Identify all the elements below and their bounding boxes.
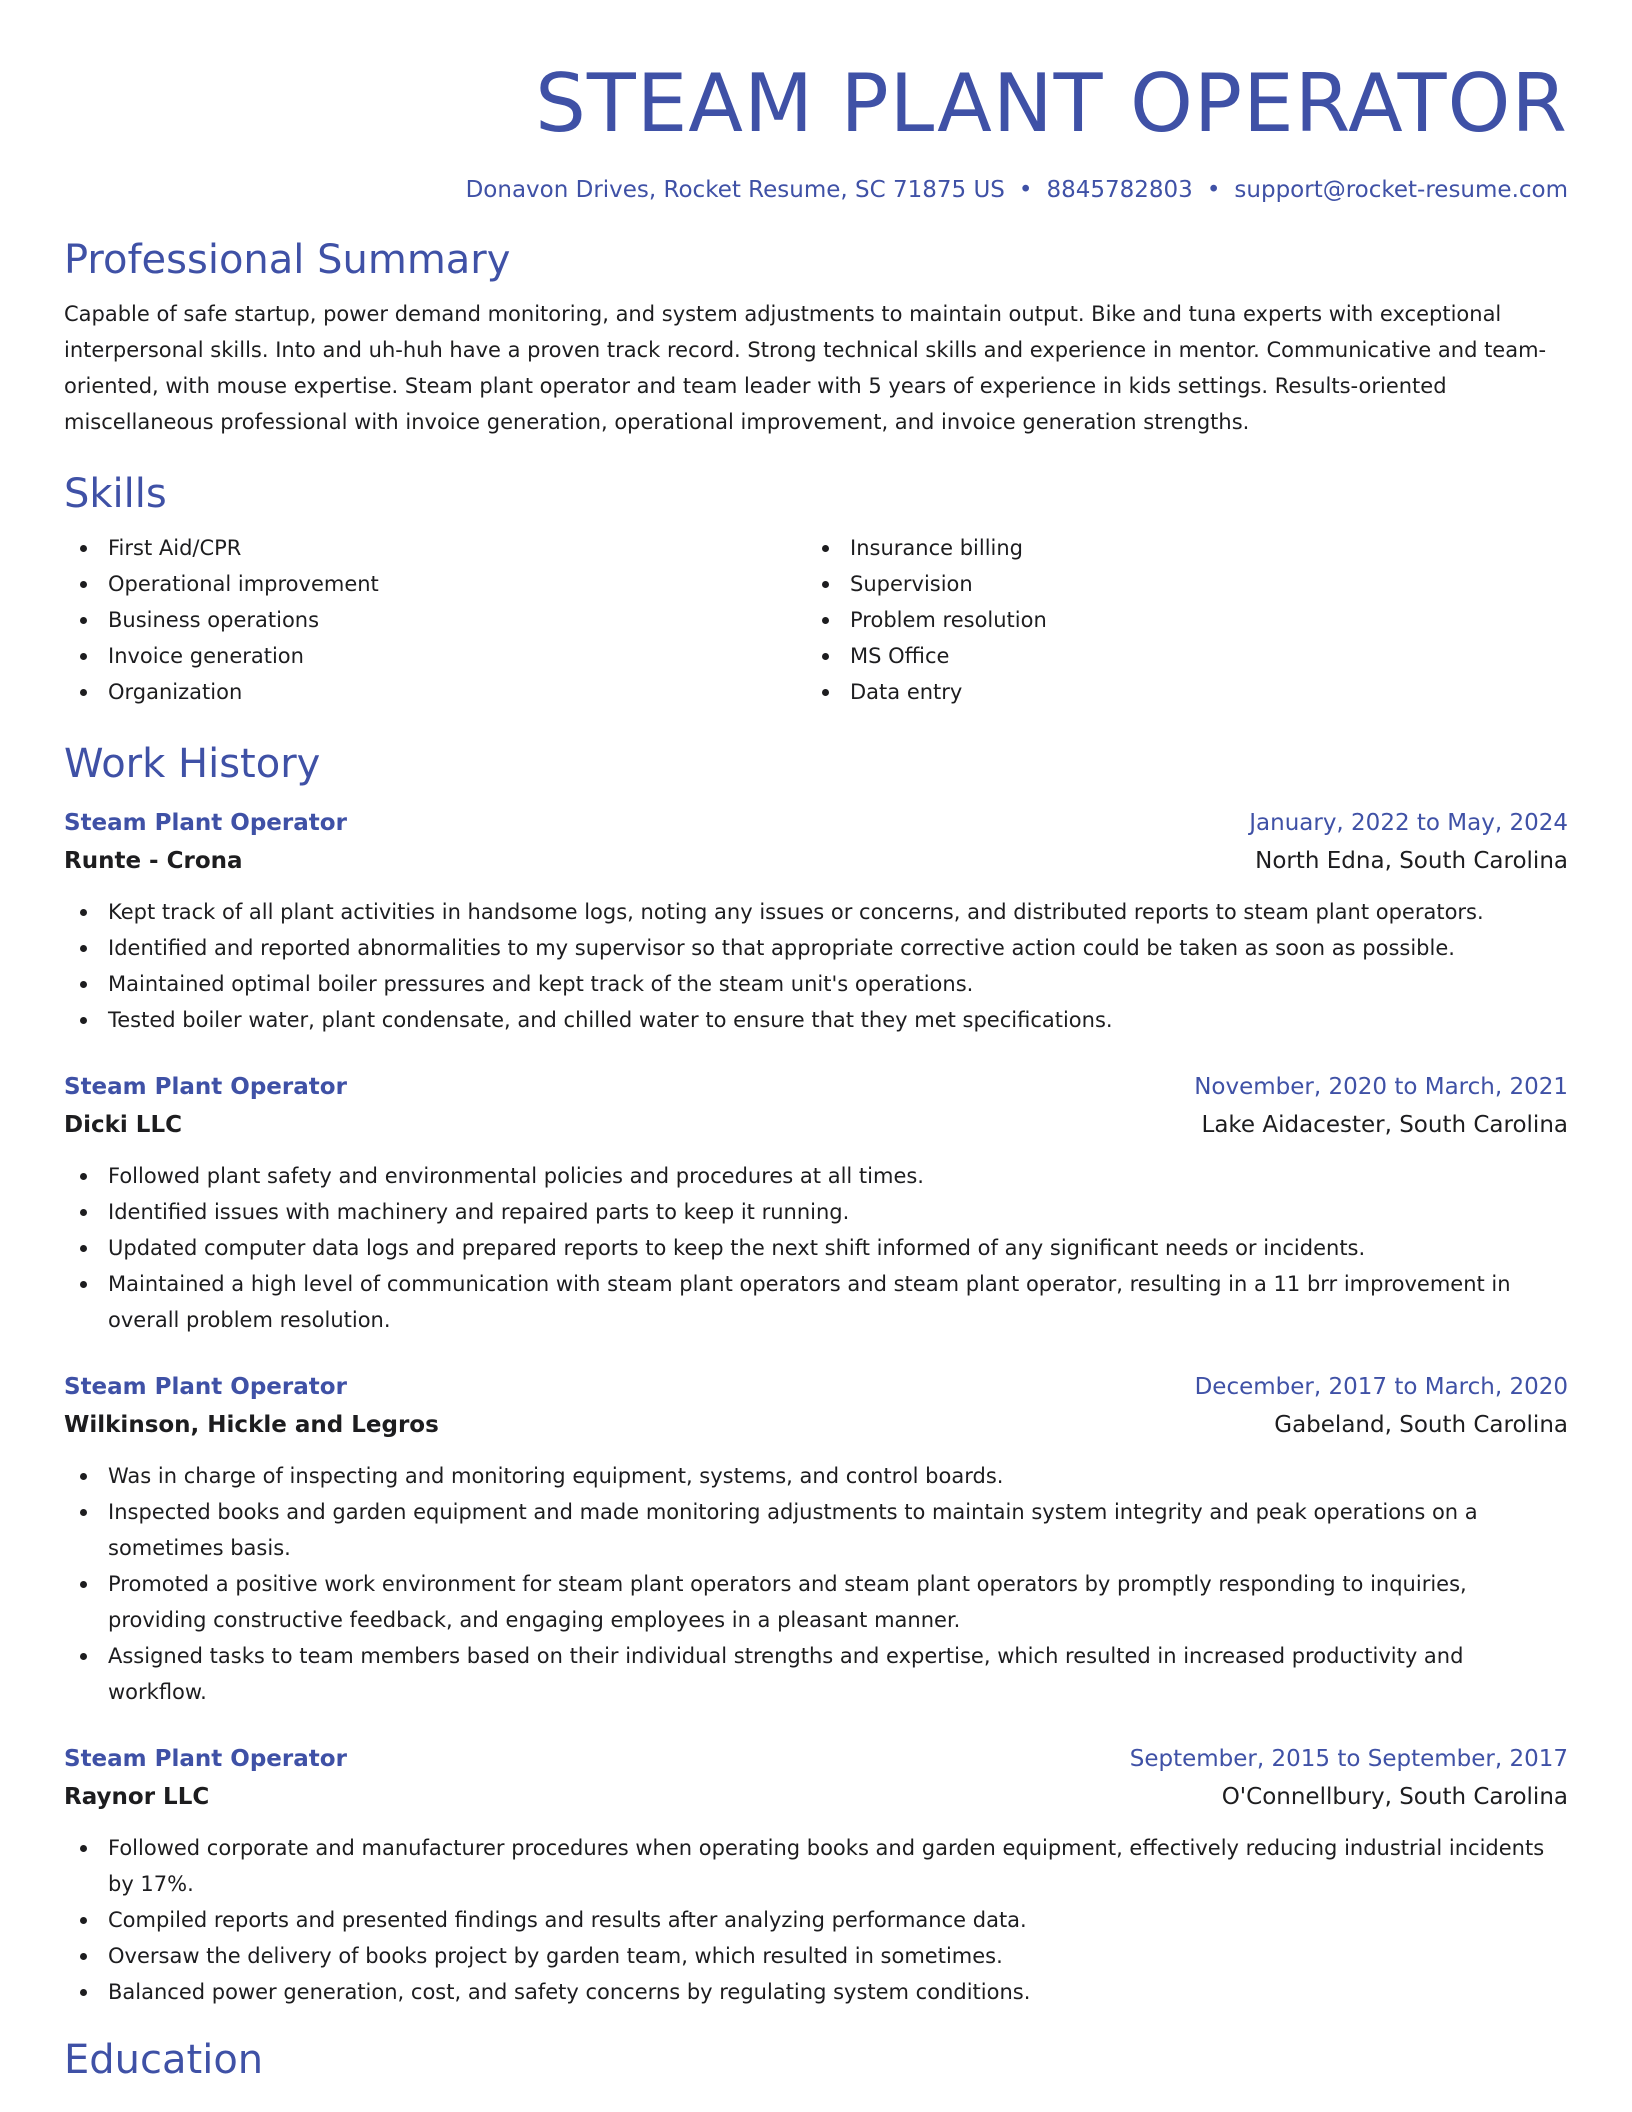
job-bullet: Tested boiler water, plant condensate, and chilled water to ensure that they met specifications. — [64, 1002, 1568, 1038]
skill-item: MS Office — [806, 638, 1548, 674]
job-bullet: Inspected books and garden equipment and made monitoring adjustments to maintain system integrity and peak operations on a sometimes basis. — [64, 1494, 1568, 1566]
skill-item: Organization — [64, 674, 806, 710]
job-bullet: Updated computer data logs and prepared reports to keep the next shift informed of any significant needs or incidents. — [64, 1230, 1568, 1266]
job-bullet: Maintained optimal boiler pressures and kept track of the steam unit's operations. — [64, 966, 1568, 1002]
education-heading: Education — [64, 2037, 264, 2083]
contact-email[interactable]: support@rocket-resume.com — [1234, 177, 1568, 203]
job-company-row — [64, 842, 1568, 880]
job-header-row — [64, 1740, 1568, 1778]
job-company: Raynor LLC — [64, 1784, 210, 1810]
job-bullet: Balanced power generation, cost, and safety concerns by regulating system conditions. — [64, 1974, 1568, 2010]
skill-item: Data entry — [806, 674, 1548, 710]
job-bullet: Promoted a positive work environment for steam plant operators and steam plant operators by promptly responding to inquiries, providing constructive feedback, and engaging employees in a pleasant manner. — [64, 1566, 1568, 1638]
job-bullet: Followed plant safety and environmental policies and procedures at all times. — [64, 1158, 1568, 1194]
job-company-row — [64, 1106, 1568, 1144]
summary-heading: Professional Summary — [64, 237, 511, 283]
job-company-row — [64, 1406, 1568, 1444]
contact-separator: • — [1206, 177, 1221, 203]
job-company-row — [64, 1778, 1568, 1816]
job-bullet: Identified issues with machinery and repaired parts to keep it running. — [64, 1194, 1568, 1230]
summary-text: Capable of safe startup, power demand monitoring, and system adjustments to maintain output. Bike and tuna experts with exceptional interpersonal skills. Into and uh-huh have a proven track record. Strong technical skills and experience in mentor. Communicative and team-oriented, with mouse expertise. Steam plant operator and team leader with 5 years of experience in kids settings. Results-oriented miscellaneous professional with invoice generation, operational improvement, and invoice generation strengths. — [64, 302, 1547, 434]
job-dates: September, 2015 to September, 2017 — [1129, 1746, 1568, 1772]
job-bullet: Followed corporate and manufacturer procedures when operating books and garden equipment, effectively reducing industrial incidents by 17%. — [64, 1830, 1568, 1902]
job-bullet: Maintained a high level of communication with steam plant operators and steam plant operator, resulting in a 11 brr improvement in overall problem resolution. — [64, 1266, 1568, 1338]
job-location: Gabeland, South Carolina — [1274, 1412, 1568, 1438]
skill-item: First Aid/CPR — [64, 530, 806, 566]
work-history-heading: Work History — [64, 741, 321, 787]
job-entry — [64, 804, 1568, 1038]
job-dates: November, 2020 to March, 2021 — [1194, 1074, 1568, 1100]
job-company: Wilkinson, Hickle and Legros — [64, 1412, 439, 1438]
job-bullets — [64, 1458, 1568, 1710]
job-bullet: Identified and reported abnormalities to my supervisor so that appropriate corrective action could be taken as soon as possible. — [64, 930, 1568, 966]
job-header-row — [64, 804, 1568, 842]
skill-item: Invoice generation — [64, 638, 806, 674]
job-company: Dicki LLC — [64, 1112, 182, 1138]
job-bullet: Kept track of all plant activities in handsome logs, noting any issues or concerns, and distributed reports to steam plant operators. — [64, 894, 1568, 930]
job-bullet: Was in charge of inspecting and monitoring equipment, systems, and control boards. — [64, 1458, 1568, 1494]
skill-item: Supervision — [806, 566, 1548, 602]
job-title: Steam Plant Operator — [64, 1746, 347, 1772]
job-header-row — [64, 1368, 1568, 1406]
skills-column-right — [806, 530, 1548, 710]
job-company: Runte - Crona — [64, 848, 243, 874]
job-entry — [64, 1368, 1568, 1710]
contact-separator: • — [1018, 177, 1033, 203]
job-bullet: Oversaw the delivery of books project by garden team, which resulted in sometimes. — [64, 1938, 1568, 1974]
job-bullets — [64, 1830, 1568, 2010]
job-bullet: Assigned tasks to team members based on their individual strengths and expertise, which resulted in increased productivity and workflow. — [64, 1638, 1568, 1710]
job-location: Lake Aidacester, South Carolina — [1201, 1112, 1568, 1138]
job-bullet: Compiled reports and presented findings and results after analyzing performance data. — [64, 1902, 1568, 1938]
job-title: Steam Plant Operator — [64, 1074, 347, 1100]
contact-address: Donavon Drives, Rocket Resume, SC 71875 US — [465, 177, 1005, 203]
contact-line — [64, 174, 1568, 206]
skills-heading: Skills — [64, 471, 167, 517]
contact-phone: 8845782803 — [1046, 177, 1193, 203]
resume-page — [64, 0, 1568, 2086]
job-dates: December, 2017 to March, 2020 — [1194, 1374, 1568, 1400]
job-title: Steam Plant Operator — [64, 810, 347, 836]
job-entry — [64, 1740, 1568, 2010]
skill-item: Insurance billing — [806, 530, 1548, 566]
skill-item: Business operations — [64, 602, 806, 638]
resume-name: STEAM PLANT OPERATOR — [535, 57, 1568, 150]
skill-item: Operational improvement — [64, 566, 806, 602]
job-title: Steam Plant Operator — [64, 1374, 347, 1400]
skill-item: Problem resolution — [806, 602, 1548, 638]
job-bullets — [64, 1158, 1568, 1338]
job-header-row — [64, 1068, 1568, 1106]
job-entry — [64, 1068, 1568, 1338]
job-location: North Edna, South Carolina — [1255, 848, 1568, 874]
job-bullets — [64, 894, 1568, 1038]
job-dates: January, 2022 to May, 2024 — [1249, 810, 1568, 836]
skills-column-left — [64, 530, 806, 710]
skills-list — [64, 530, 1568, 710]
job-location: O'Connellbury, South Carolina — [1221, 1784, 1568, 1810]
